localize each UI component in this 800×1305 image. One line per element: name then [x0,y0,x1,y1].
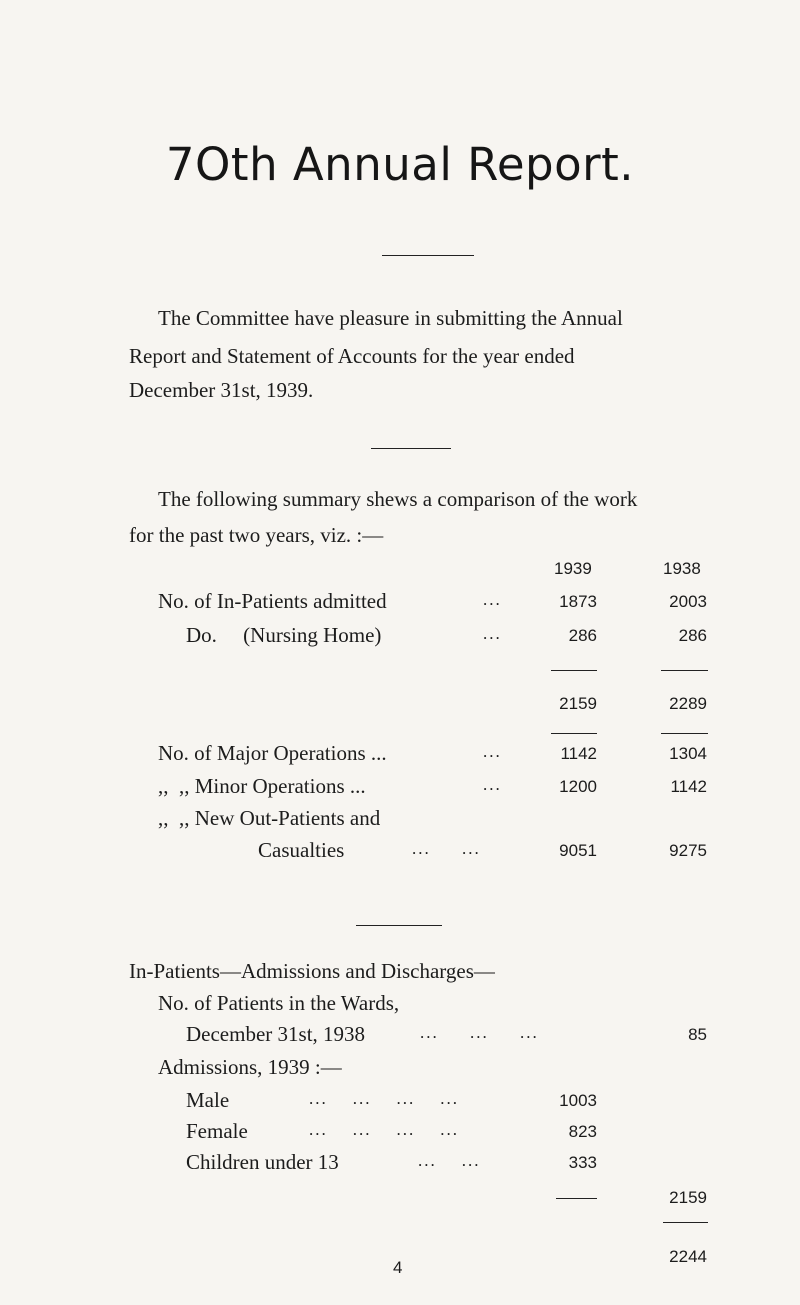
section-heading-inpatients: In-Patients—Admissions and Discharges— [129,959,495,983]
leader-dots: ... [483,775,502,794]
admissions-children-label: Children under 13 [186,1150,339,1174]
row-label-inpatients: No. of In-Patients admitted [158,589,387,613]
value-children: 333 [568,1153,597,1172]
divider [356,925,442,926]
leader-dots: ... ... [418,1151,481,1170]
sum-rule [551,670,597,671]
page-title: 7Oth Annual Report. [165,138,635,191]
summary-line-2: for the past two years, viz. :— [129,523,384,547]
value-minor-1938: 1142 [670,777,707,796]
value-grand-total: 2244 [669,1247,707,1266]
value-inpatients-1939: 1873 [559,592,597,611]
wards-label-line-2: December 31st, 1938 [186,1022,366,1046]
value-female: 823 [568,1122,597,1141]
sum-rule [663,1222,708,1223]
admissions-male-label: Male [186,1088,230,1112]
value-inpatients-1938: 2003 [669,592,707,611]
wards-label-line-1: No. of Patients in the Wards, [158,991,400,1015]
row-label-casualties: Casualties [258,838,345,862]
leader-dots: ... ... ... [420,1023,539,1042]
leader-dots: ... ... ... ... [309,1120,459,1139]
page-number: 4 [393,1258,403,1277]
row-label-minor-operations: ,, ,, Minor Operations ... [158,774,366,798]
leader-dots: ... [483,624,502,643]
value-male: 1003 [559,1091,597,1110]
intro-line-3: December 31st, 1939. [129,378,314,402]
row-label-outpatients: ,, ,, New Out-Patients and [158,806,381,830]
value-nursing-1939: 286 [568,626,597,645]
value-outpatients-1939: 9051 [559,841,597,860]
admissions-label: Admissions, 1939 :— [158,1055,342,1079]
value-outpatients-1938: 9275 [669,841,707,860]
admissions-female-label: Female [186,1119,248,1143]
leader-dots: ... [483,590,502,609]
sum-rule [556,1198,597,1199]
divider [382,255,474,256]
leader-dots: ... ... [412,839,481,858]
total-1938: 2289 [669,694,707,713]
value-nursing-1938: 286 [678,626,707,645]
row-label-major-operations: No. of Major Operations ... [158,741,387,765]
leader-dots: ... [483,742,502,761]
total-1939: 2159 [559,694,597,713]
divider [371,448,451,449]
value-admissions-total: 2159 [669,1188,707,1207]
sum-rule [551,733,597,734]
value-major-1939: 1142 [560,744,597,763]
intro-line-2: Report and Statement of Accounts for the year ended [129,344,575,368]
row-label-nursing-home: Do. (Nursing Home) [186,623,382,647]
year-header-1939: 1939 [554,559,592,578]
summary-line-1: The following summary shews a comparison of the work [158,487,638,511]
year-header-1938: 1938 [663,559,701,578]
intro-line-1: The Committee have pleasure in submitting the Annual [158,306,623,330]
leader-dots: ... ... ... ... [309,1089,459,1108]
value-major-1938: 1304 [669,744,707,763]
sum-rule [661,670,708,671]
value-wards-1938: 85 [688,1025,707,1044]
sum-rule [661,733,708,734]
value-minor-1939: 1200 [559,777,597,796]
